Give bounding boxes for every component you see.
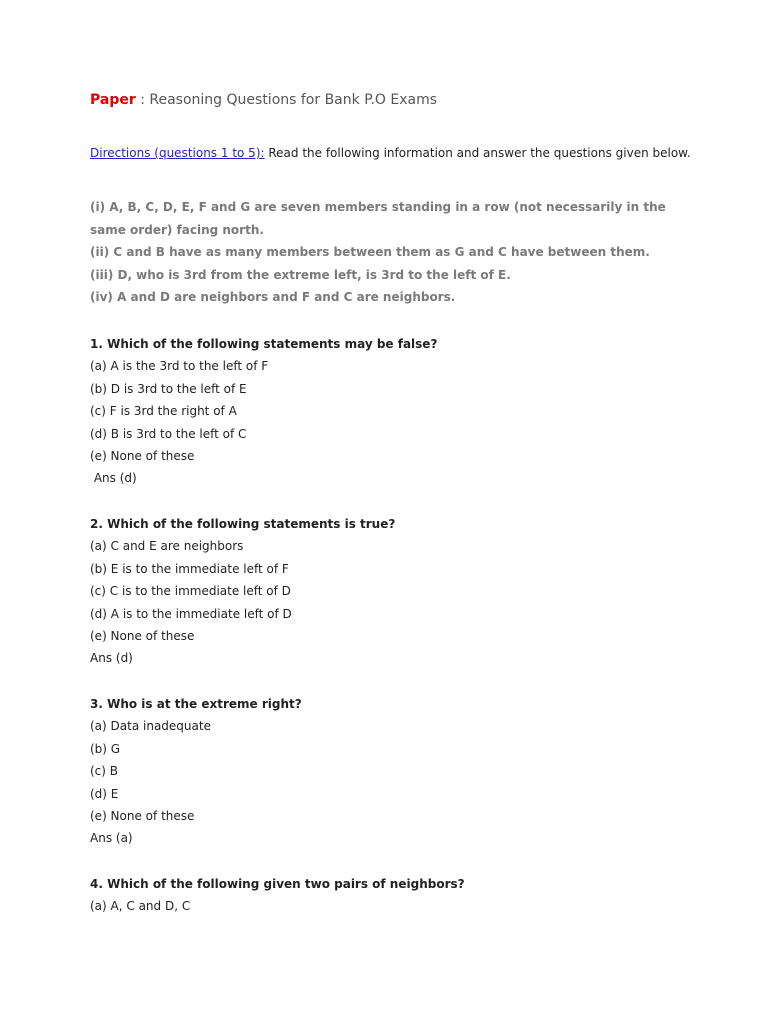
paper-label: Paper [90,92,136,108]
title-separator: : [135,92,150,108]
question-option: (c) C is to the immediate left of D [90,584,291,599]
question-option: (c) B [90,764,119,779]
directions-text: Read the following information and answer the questions given below. [264,146,691,160]
question-1 [90,333,437,490]
question-title: 3. Who is at the extreme right? [90,697,302,711]
condition-item: (iii) D, who is 3rd from the extreme left, is 3rd to the left of E. [90,267,511,282]
question-3 [90,693,302,850]
question-answer: Ans (d) [90,651,133,666]
page-title [90,92,437,108]
condition-item: (i) A, B, C, D, E, F and G are seven members standing in a row (not necessarily in the same order) facing north. [90,200,666,237]
question-option: (b) D is 3rd to the left of E [90,381,247,396]
question-title: 1. Which of the following statements may be false? [90,337,438,351]
question-option: (d) A is to the immediate left of D [90,606,292,621]
conditions-block [90,196,675,309]
question-option: (b) G [90,741,121,756]
question-title: 4. Which of the following given two pairs of neighbors? [90,877,465,891]
question-option: (e) None of these [90,629,195,644]
question-option: (a) Data inadequate [90,719,211,734]
question-2 [90,513,395,670]
question-option: (d) B is 3rd to the left of C [90,426,247,441]
question-option: (c) F is 3rd the right of A [90,404,237,419]
question-option: (a) A is the 3rd to the left of F [90,359,269,374]
directions-paragraph [90,146,691,160]
title-text: Reasoning Questions for Bank P.O Exams [149,92,438,108]
question-answer: Ans (d) [90,471,137,486]
question-4 [90,873,465,918]
question-option: (e) None of these [90,449,195,464]
directions-link[interactable]: Directions (questions 1 to 5): [90,146,265,160]
question-option: (d) E [90,786,119,801]
question-option: (a) C and E are neighbors [90,539,244,554]
question-option: (b) E is to the immediate left of F [90,561,289,576]
condition-item: (ii) C and B have as many members between them as G and C have between them. [90,245,650,260]
question-answer: Ans (a) [90,831,133,846]
question-title: 2. Which of the following statements is true? [90,517,396,531]
question-option: (e) None of these [90,809,195,824]
condition-item: (iv) A and D are neighbors and F and C are neighbors. [90,290,456,305]
question-option: (a) A, C and D, C [90,899,191,914]
